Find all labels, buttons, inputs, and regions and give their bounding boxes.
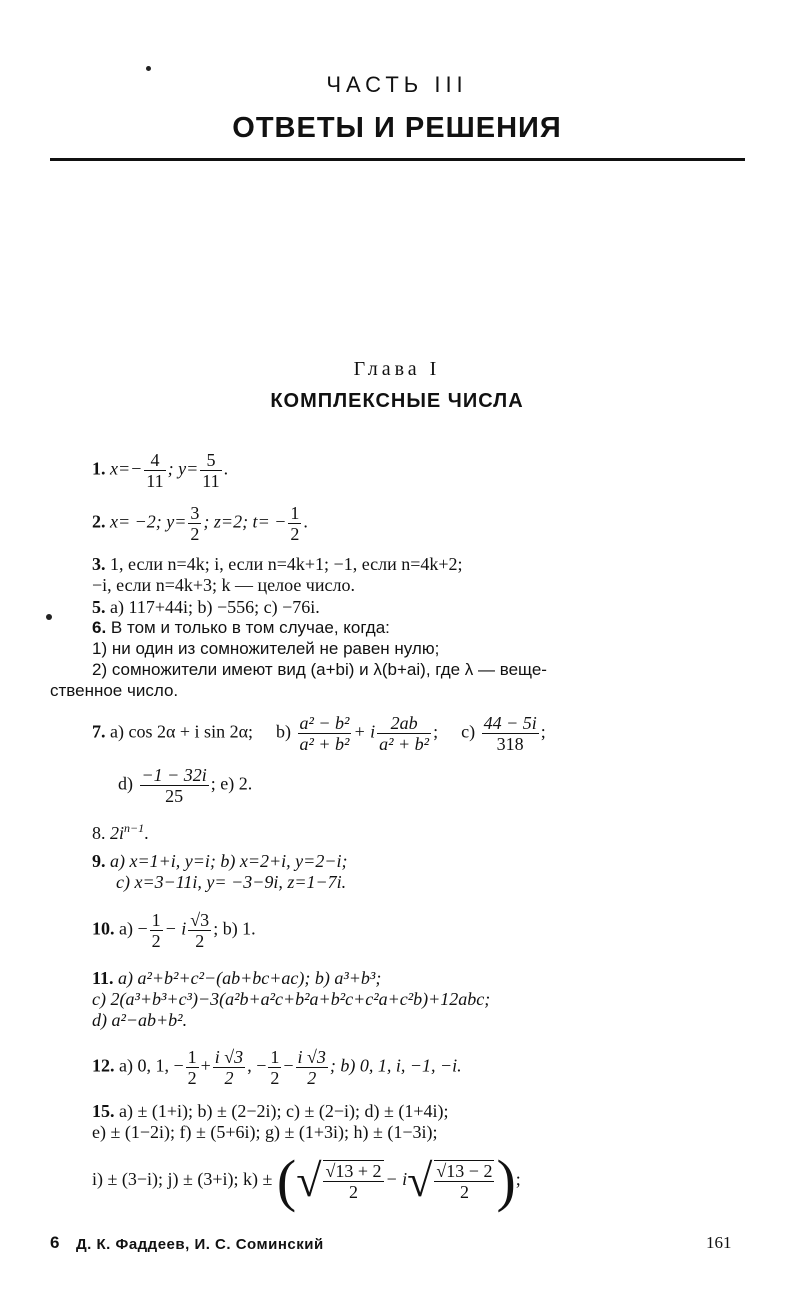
numerator: 3 xyxy=(190,503,200,523)
math-text: . xyxy=(223,458,229,479)
math-text: b) xyxy=(276,721,291,742)
answer-text: a) x=1+i, y=i; b) x=2+i, y=2−i; xyxy=(110,851,348,871)
denominator: 318 xyxy=(482,733,539,754)
sqrt-symbol: √ xyxy=(296,1155,322,1206)
math-text: , − xyxy=(247,1055,267,1076)
answer-15-cont: e) ± (1−2i); f) ± (5+6i); g) ± (1+3i); h) ± (1−3i); xyxy=(92,1122,438,1142)
answer-number: 7. xyxy=(92,721,106,742)
answer-text: 1, если n=4k; i, если n=4k+1; −1, если n=4k+2; xyxy=(110,554,463,574)
math-text: + i xyxy=(353,721,376,742)
answer-number: 9. xyxy=(92,851,106,871)
answer-number: 3. xyxy=(92,554,106,574)
answer-15-k xyxy=(92,1148,521,1213)
denominator: 2 xyxy=(151,931,161,951)
denominator: 2 xyxy=(190,524,200,544)
numerator: 5 xyxy=(206,450,216,470)
answer-3 xyxy=(92,554,463,574)
answer-11-c: c) 2(a³+b³+c³)−3(a²b+a²c+b²a+b²c+c²a+c²b)+12abc; xyxy=(92,989,491,1009)
fraction xyxy=(296,1047,328,1088)
denominator: a² + b² xyxy=(379,734,430,754)
math-text: ; y= xyxy=(167,458,199,479)
answer-10 xyxy=(92,910,256,951)
math-text: d) xyxy=(118,773,133,794)
numerator: 1 xyxy=(290,503,300,523)
numerator: 2ab xyxy=(390,713,418,733)
denominator: 2 xyxy=(290,524,300,544)
numerator: 1 xyxy=(270,1047,280,1067)
answer-number: 10. xyxy=(92,918,115,939)
math-text: ; xyxy=(540,721,546,742)
math-text: ; xyxy=(433,721,439,742)
sqrt-symbol: √ xyxy=(407,1155,433,1206)
print-speck xyxy=(46,614,52,620)
math-text: i) ± (3−i); j) ± (3+i); k) ± xyxy=(92,1169,273,1190)
fraction xyxy=(323,1160,383,1202)
math-text: . xyxy=(303,511,308,532)
fraction xyxy=(482,713,539,754)
numerator: 1 xyxy=(151,910,161,930)
answer-7 xyxy=(92,713,546,754)
fraction xyxy=(434,1160,494,1202)
numerator: √3 xyxy=(190,910,210,930)
fraction xyxy=(268,1047,281,1088)
answer-number: 12. xyxy=(92,1055,115,1076)
math-text: x= −2; y= xyxy=(110,511,187,532)
answer-text: a) a²+b²+c²−(ab+bc+ac); b) a³+b³; xyxy=(118,968,382,988)
math-text: ; e) 2. xyxy=(210,773,253,794)
denominator: 2 xyxy=(323,1181,383,1202)
answer-11-d: d) a²−ab+b². xyxy=(92,1010,188,1030)
answer-2 xyxy=(92,503,308,544)
answer-6-item-2: 2) сомножители имеют вид (a+bi) и λ(b+ai), где λ — веще- xyxy=(92,660,547,679)
chapter-title: КОМПЛЕКСНЫЕ ЧИСЛА xyxy=(270,390,524,412)
numerator: 1 xyxy=(187,1047,197,1067)
numerator: i √3 xyxy=(297,1047,326,1067)
math-text: − xyxy=(283,1055,294,1076)
header-rule xyxy=(50,158,745,161)
numerator: i √3 xyxy=(214,1047,244,1067)
signature-mark: 6 xyxy=(50,1233,60,1252)
math-text: ; xyxy=(515,1169,521,1190)
denominator: a² + b² xyxy=(299,734,350,754)
denominator: 2 xyxy=(213,1067,245,1088)
math-text: − i xyxy=(385,1169,408,1190)
denominator: 2 xyxy=(296,1067,328,1088)
answer-9 xyxy=(92,851,347,871)
answer-5 xyxy=(92,597,320,617)
numerator: 4 xyxy=(150,450,160,470)
fraction xyxy=(288,503,301,544)
math-text: a) − xyxy=(119,918,148,939)
answer-number: 8. xyxy=(92,823,106,843)
answer-7-cont xyxy=(118,765,252,806)
part-label: ЧАСТЬ III xyxy=(326,72,468,97)
math-text: 2i xyxy=(110,823,125,843)
fraction xyxy=(144,450,165,491)
answer-6-item-1: 1) ни один из сомножителей не равен нулю; xyxy=(92,639,440,658)
answer-number: 15. xyxy=(92,1101,115,1121)
left-paren: ( xyxy=(276,1148,297,1213)
answer-11 xyxy=(92,968,381,988)
math-text: x=− xyxy=(110,458,143,479)
numerator: −1 − 32i xyxy=(141,765,207,785)
answer-1 xyxy=(92,450,228,491)
math-text: + xyxy=(200,1055,211,1076)
math-text: − i xyxy=(164,918,187,939)
denominator: 2 xyxy=(270,1068,280,1088)
answer-number: 1. xyxy=(92,458,106,479)
numerator: 44 − 5i xyxy=(483,713,537,733)
answer-number: 6. xyxy=(92,618,107,637)
math-text: . xyxy=(144,823,149,843)
chapter-label: Глава I xyxy=(353,358,441,380)
math-text: a) cos 2α + i sin 2α; xyxy=(110,721,253,742)
math-text: ; b) 0, 1, i, −1, −i. xyxy=(329,1055,462,1076)
fraction xyxy=(186,1047,199,1088)
math-text: c) xyxy=(461,721,476,742)
fraction xyxy=(188,910,211,951)
answer-number: 2. xyxy=(92,511,106,532)
answer-number: 11. xyxy=(92,968,114,988)
answer-15 xyxy=(92,1101,449,1121)
answer-text: a) ± (1+i); b) ± (2−2i); c) ± (2−i); d) ± (1+4i); xyxy=(119,1101,449,1121)
part-title: ОТВЕТЫ И РЕШЕНИЯ xyxy=(232,112,562,144)
denominator: 2 xyxy=(187,1068,197,1088)
fraction xyxy=(377,713,431,754)
fraction xyxy=(140,765,209,806)
fraction xyxy=(150,910,163,951)
exponent: n−1 xyxy=(124,821,145,835)
answer-8 xyxy=(92,818,149,843)
right-paren: ) xyxy=(496,1148,516,1213)
math-text: ; b) 1. xyxy=(213,918,256,939)
answer-number: 5. xyxy=(92,597,106,617)
denominator: 25 xyxy=(140,785,209,806)
answer-6 xyxy=(92,618,390,638)
numerator: √13 − 2 xyxy=(436,1161,493,1181)
answer-9-cont: c) x=3−11i, y= −3−9i, z=1−7i. xyxy=(116,872,347,892)
math-text: a) 0, 1, − xyxy=(119,1055,184,1076)
fraction xyxy=(188,503,201,544)
denominator: 2 xyxy=(434,1181,494,1202)
fraction xyxy=(200,450,221,491)
answer-3-cont: −i, если n=4k+3; k — целое число. xyxy=(92,575,355,595)
denominator: 2 xyxy=(188,930,211,951)
denominator: 11 xyxy=(146,471,164,491)
print-speck xyxy=(146,66,151,71)
answer-6-cont: ственное число. xyxy=(50,681,179,700)
denominator: 11 xyxy=(202,471,220,491)
numerator: a² − b² xyxy=(299,713,350,733)
math-text: ; z=2; t= − xyxy=(203,511,287,532)
fraction xyxy=(298,713,352,754)
page-number: 161 xyxy=(706,1233,732,1252)
footer-authors: Д. К. Фаддеев, И. С. Соминский xyxy=(76,1236,324,1253)
answer-text: a) 117+44i; b) −556; c) −76i. xyxy=(110,597,320,617)
numerator: √13 + 2 xyxy=(325,1161,382,1181)
answer-12 xyxy=(92,1047,462,1088)
fraction xyxy=(213,1047,245,1088)
answer-text: В том и только в том случае, когда: xyxy=(110,618,390,637)
